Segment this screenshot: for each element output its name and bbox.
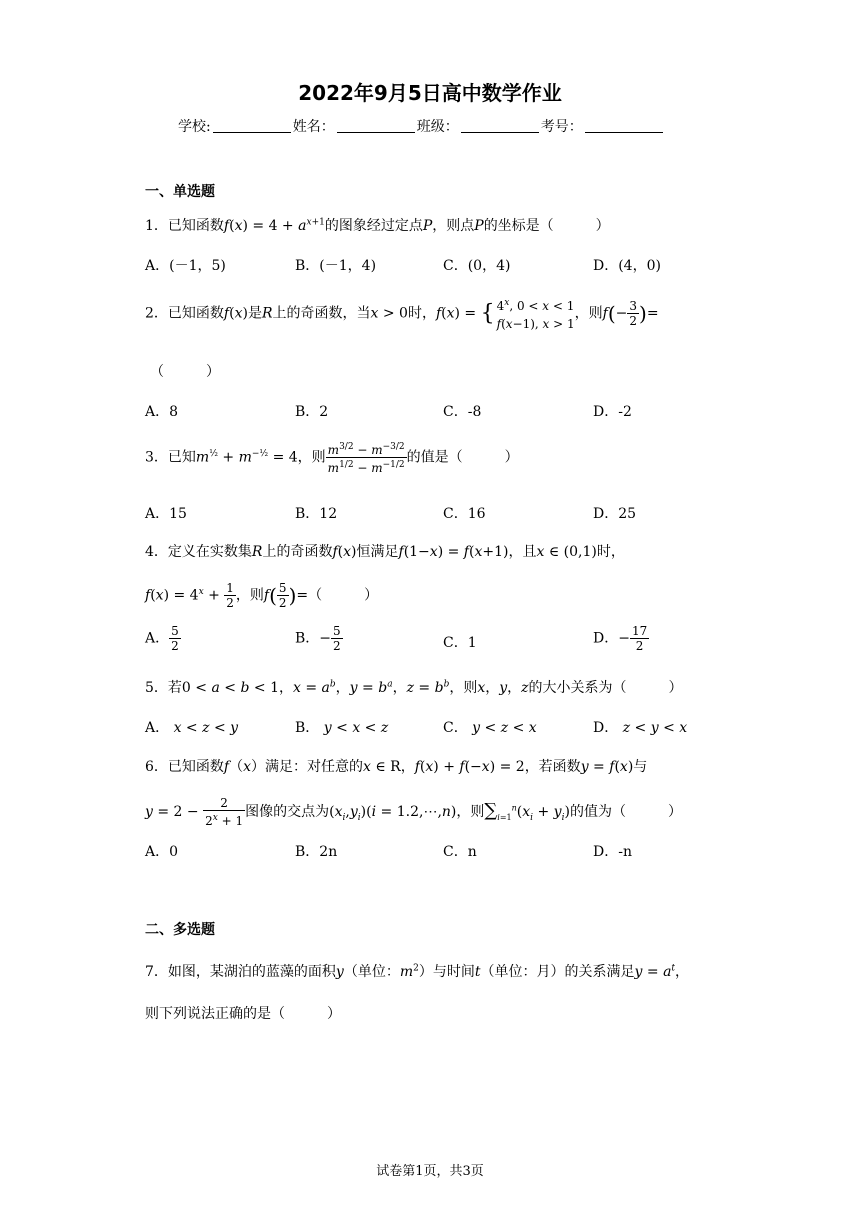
exam-no-blank xyxy=(585,118,663,133)
q6-option-a[interactable]: A．0 xyxy=(145,844,179,860)
question-5: 5．若0 < a < b < 1，$x = a^b$，$y = b^a$，$z = b^b$，则x，y，z的大小关系为（ ） xyxy=(145,679,683,696)
q4-option-b[interactable]: B．− $\frac{5}{2}$ xyxy=(295,624,341,653)
q1-formula: f xyxy=(223,218,230,234)
school-blank xyxy=(213,118,291,133)
q6-option-d[interactable]: D．-n xyxy=(593,844,632,860)
q2-option-a[interactable]: A．8 xyxy=(145,404,179,420)
q3-option-b[interactable]: B．12 xyxy=(295,506,338,522)
q5-option-d[interactable]: D． z < y < x xyxy=(593,720,688,736)
q6-option-c[interactable]: C．n xyxy=(443,844,477,860)
q3-option-c[interactable]: C．16 xyxy=(443,506,486,522)
question-3: 3．已知$m^{\frac{1}{2}} + m^{-\frac{1}{2}} = 4$，则 $\frac{m^{3/2} - m^{-3/2}}{m^{1/2} - m^{-1/2}}$ 的值是（ ） xyxy=(145,442,519,475)
q3-fraction: $\frac{m^{3/2} - m^{-3/2}}{m^{1/2} - m^{-1/2}}$ xyxy=(327,442,405,475)
q1-option-b[interactable]: B．(－1，4) xyxy=(295,258,377,274)
q1-option-a[interactable]: A．(－1，5) xyxy=(145,258,226,274)
question-7: 7．如图，某湖泊的蓝藻的面积y（单位：$m^2$）与时间t（单位：月）的关系满足$y = a^t$， xyxy=(145,963,690,980)
question-4-line2: $f(x) = 4^x$ + $\frac{1}{2}$ ，则f( $\frac{5}{2}$ )=（ ） xyxy=(145,581,379,610)
q2-option-b[interactable]: B．2 xyxy=(295,404,329,420)
q1-option-c[interactable]: C．(0，4) xyxy=(443,258,511,274)
page-footer: 试卷第1页，共3页 xyxy=(376,1164,484,1179)
exam-no-label: 考号： xyxy=(540,119,583,135)
q1-text: 1．已知函数 xyxy=(145,218,224,234)
q3-option-d[interactable]: D．25 xyxy=(593,506,637,522)
q1-option-d[interactable]: D．(4，0) xyxy=(593,258,661,274)
section-multiple-choice: 二、多选题 xyxy=(145,922,215,938)
name-blank xyxy=(337,118,415,133)
q4-option-d[interactable]: D．− $\frac{17}{2}$ xyxy=(593,624,648,653)
q5-option-c[interactable]: C． y < z < x xyxy=(443,720,537,736)
question-7-line2: 则下列说法正确的是（ ） xyxy=(145,1006,341,1022)
q2-paren: （ ） xyxy=(150,364,220,380)
question-6-line2: y = 2 − $\frac{2}{2^x + 1}$ 图像的交点为$(x_i,y_i)(i$ = 1.2,⋯,n)，则$\sum_{i=1}^n(x_i + y_i)$的值为（ ） xyxy=(145,796,682,828)
name-label: 姓名： xyxy=(292,119,335,135)
q5-option-a[interactable]: A． x < z < y xyxy=(145,720,239,736)
student-info xyxy=(178,116,665,136)
q4-option-a[interactable]: A． $\frac{5}{2}$ xyxy=(145,624,179,653)
question-6: 6．已知函数f（x）满足：对任意的x ∈ R，f(x) + f(−x) = 2，若函数y = f(x)与 xyxy=(145,759,648,775)
q2-piecewise: 4$^x$, 0 < x < 1 f(x−1), x > 1 xyxy=(496,298,575,331)
q5-option-b[interactable]: B． y < x < z xyxy=(295,720,389,736)
school-label: 学校: xyxy=(178,119,211,135)
question-2: 2．已知函数f(x)是R上的奇函数，当x > 0时，f(x) = { 4$^x$, 0 < x < 1 f(x−1), x > 1，则f(− $\frac{3}{2}$ )= xyxy=(145,294,659,333)
q2-option-c[interactable]: C．-8 xyxy=(443,404,482,420)
q3-option-a[interactable]: A．15 xyxy=(145,506,187,522)
question-1: 1．已知函数$f(x) = 4 + a^{x+1}$的图象经过定点P，则点P的坐标是（ ） xyxy=(145,217,610,234)
section-single-choice: 一、单选题 xyxy=(145,184,215,200)
q2-option-d[interactable]: D．-2 xyxy=(593,404,632,420)
page-title: 2022年9月5日高中数学作业 xyxy=(298,81,562,105)
q6-option-b[interactable]: B．2n xyxy=(295,844,338,860)
class-label: 班级： xyxy=(416,119,459,135)
q4-option-c[interactable]: C．1 xyxy=(443,635,477,651)
class-blank xyxy=(461,118,539,133)
question-4: 4．定义在实数集R上的奇函数f(x)恒满足f(1−x) = f(x+1)，且x ∈ (0,1)时， xyxy=(145,544,625,560)
